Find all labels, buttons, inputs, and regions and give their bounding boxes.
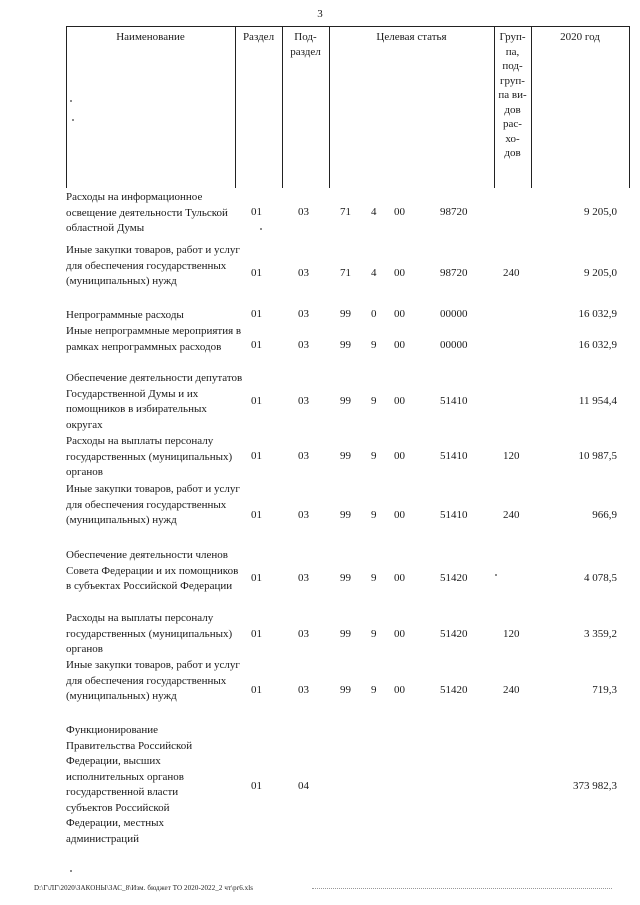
cell-amount: 10 987,5: [578, 450, 617, 462]
row-name: Расходы на выплаты персоналу государственных (муниципальных) органов: [66, 612, 233, 655]
cell-amount: 3 359,2: [584, 628, 617, 640]
cell-target-direction: 51410: [440, 450, 468, 462]
cell-target-program: 99: [340, 339, 351, 351]
cell-target-program: 99: [340, 572, 351, 584]
cell-section: 01: [251, 206, 262, 218]
file-path-footer: D:\Г\ЛГ\2020\ЗАКОНЫ\ЗАС_8\Изм. бюджет ТО 2020-2022_2 чт\pr6.xls: [34, 884, 254, 892]
cell-target-direction: 51420: [440, 572, 468, 584]
cell-target-event: 00: [394, 395, 405, 407]
header-section: Раздел: [242, 31, 275, 43]
row-name: Иные непрограммные мероприятия в рамках непрограммных расходов: [66, 325, 242, 353]
cell-amount: 9 205,0: [584, 267, 617, 279]
cell-section: 01: [251, 509, 262, 521]
cell-section: 01: [251, 339, 262, 351]
row-name: Обеспечение деятельности членов Совета Федерации и их помощников в субъектах Российской Федерации: [66, 549, 239, 592]
header-right-border: [629, 26, 630, 188]
cell-target-direction: 51410: [440, 509, 468, 521]
header-target-article: Целевая статья: [376, 31, 447, 43]
cell-expense-group: 240: [503, 509, 520, 521]
row-name: Расходы на выплаты персоналу государственных (муниципальных) органов: [66, 435, 233, 478]
header-left-border: [66, 26, 67, 188]
row-name: Иные закупки товаров, работ и услуг для обеспечения государственных (муниципальных) нужд: [66, 244, 240, 287]
cell-section: 01: [251, 780, 262, 792]
cell-subsection: 03: [298, 509, 309, 521]
cell-subsection: 03: [298, 450, 309, 462]
row-name: Расходы на информационное освещение деятельности Тульской областной Думы: [66, 191, 228, 234]
cell-subsection: 03: [298, 395, 309, 407]
cell-target-event: 00: [394, 628, 405, 640]
cell-target-event: 00: [394, 572, 405, 584]
cell-target-event: 00: [394, 339, 405, 351]
cell-subsection: 03: [298, 308, 309, 320]
cell-section: 01: [251, 308, 262, 320]
page-number: 3: [317, 8, 323, 20]
cell-amount: 719,3: [592, 684, 617, 696]
cell-section: 01: [251, 628, 262, 640]
cell-amount: 16 032,9: [578, 308, 617, 320]
cell-target-subprogram: 9: [371, 572, 377, 584]
cell-amount: 373 982,3: [573, 780, 617, 792]
cell-amount: 9 205,0: [584, 206, 617, 218]
cell-subsection: 04: [298, 780, 309, 792]
cell-target-event: 00: [394, 206, 405, 218]
cell-target-subprogram: 9: [371, 684, 377, 696]
cell-amount: 16 032,9: [578, 339, 617, 351]
cell-target-program: 99: [340, 450, 351, 462]
cell-target-program: 99: [340, 628, 351, 640]
cell-target-program: 99: [340, 395, 351, 407]
cell-target-direction: 51420: [440, 684, 468, 696]
footer-dotted-line: [312, 888, 612, 889]
cell-expense-group: 120: [503, 628, 520, 640]
cell-section: 01: [251, 450, 262, 462]
cell-target-program: 99: [340, 684, 351, 696]
scan-speck: [495, 574, 497, 576]
cell-target-subprogram: 9: [371, 628, 377, 640]
scan-speck: [70, 870, 72, 872]
header-divider: [531, 26, 532, 188]
cell-target-direction: 51420: [440, 628, 468, 640]
cell-amount: 4 078,5: [584, 572, 617, 584]
scan-speck: [70, 100, 72, 102]
cell-target-direction: 98720: [440, 206, 468, 218]
cell-target-event: 00: [394, 308, 405, 320]
cell-target-direction: 00000: [440, 339, 468, 351]
table-header: [66, 26, 630, 188]
cell-target-subprogram: 0: [371, 308, 377, 320]
cell-section: 01: [251, 267, 262, 279]
cell-section: 01: [251, 684, 262, 696]
cell-target-subprogram: 9: [371, 339, 377, 351]
cell-target-event: 00: [394, 450, 405, 462]
cell-expense-group: 240: [503, 267, 520, 279]
cell-subsection: 03: [298, 339, 309, 351]
cell-subsection: 03: [298, 572, 309, 584]
row-name: Иные закупки товаров, работ и услуг для обеспечения государственных (муниципальных) нужд: [66, 659, 240, 702]
row-name: Обеспечение деятельности депутатов Государственной Думы и их помощников в избирательных округах: [66, 372, 243, 431]
cell-section: 01: [251, 572, 262, 584]
cell-subsection: 03: [298, 267, 309, 279]
cell-target-program: 99: [340, 308, 351, 320]
header-year: 2020 год: [560, 31, 600, 43]
row-name: Функционирование Правительства Российской Федерации, высших исполнительных органов государственной власти субъектов Российской Федерации, местных администраций: [66, 724, 193, 845]
cell-amount: 966,9: [592, 509, 617, 521]
cell-expense-group: 120: [503, 450, 520, 462]
header-divider: [329, 26, 330, 188]
cell-target-subprogram: 9: [371, 395, 377, 407]
cell-target-subprogram: 4: [371, 206, 377, 218]
row-name: Непрограммные расходы: [66, 309, 184, 321]
cell-target-program: 71: [340, 206, 351, 218]
header-divider: [235, 26, 236, 188]
cell-target-program: 99: [340, 509, 351, 521]
cell-subsection: 03: [298, 206, 309, 218]
header-expense-group: Груп- па, под- груп- па ви- дов рас- хо- дов: [498, 31, 527, 159]
cell-target-event: 00: [394, 267, 405, 279]
cell-subsection: 03: [298, 628, 309, 640]
cell-section: 01: [251, 395, 262, 407]
cell-target-direction: 00000: [440, 308, 468, 320]
row-name: Иные закупки товаров, работ и услуг для обеспечения государственных (муниципальных) нужд: [66, 483, 240, 526]
header-name: Наименование: [116, 31, 185, 43]
cell-target-event: 00: [394, 684, 405, 696]
cell-subsection: 03: [298, 684, 309, 696]
cell-expense-group: 240: [503, 684, 520, 696]
cell-target-event: 00: [394, 509, 405, 521]
cell-target-direction: 98720: [440, 267, 468, 279]
scan-speck: [260, 228, 262, 230]
cell-target-subprogram: 9: [371, 509, 377, 521]
cell-amount: 11 954,4: [578, 395, 617, 407]
header-subsection: Под- раздел: [290, 31, 321, 58]
cell-target-program: 71: [340, 267, 351, 279]
cell-target-subprogram: 9: [371, 450, 377, 462]
header-top-border: [66, 26, 630, 27]
scan-speck: [72, 119, 74, 121]
cell-target-subprogram: 4: [371, 267, 377, 279]
cell-target-direction: 51410: [440, 395, 468, 407]
